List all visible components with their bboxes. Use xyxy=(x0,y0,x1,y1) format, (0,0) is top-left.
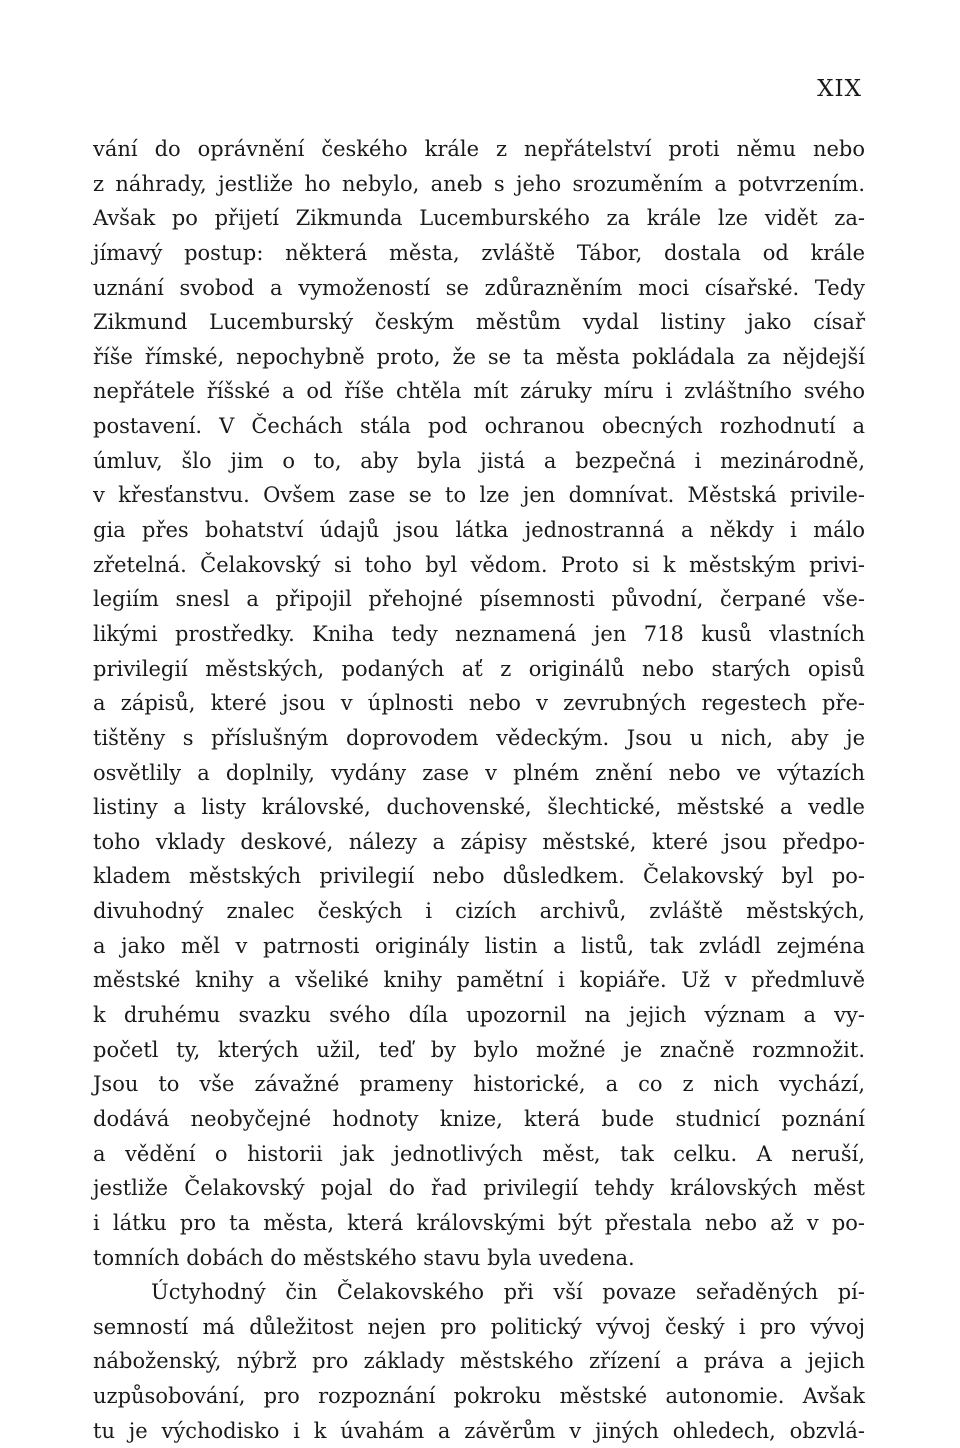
text-line: semností má důležitost nejen pro politický vývoj český i pro vývoj xyxy=(93,1314,865,1339)
text-line: dodává neobyčejné hodnoty knize, která bude studnicí poznání xyxy=(93,1106,865,1131)
text-line: říše římské, nepochybně proto, že se ta města pokládala za nějdejší xyxy=(93,344,865,369)
text-line: kladem městských privilegií nebo důsledkem. Čelakovský byl po- xyxy=(93,864,865,889)
text-line: a jako měl v patrnosti originály listin a listů, tak zvládl zejména xyxy=(93,933,865,958)
text-line: početl ty, kterých užil, teď by bylo možné je značně rozmnožit. xyxy=(93,1037,865,1062)
text-line: zřetelná. Čelakovský si toho byl vědom. Proto si k městským privi- xyxy=(93,552,865,577)
text-line: z náhrady, jestliže ho nebylo, aneb s jeho srozuměním a potvrzením. xyxy=(93,171,865,196)
text-line: uznání svobod a vymožeností se zdůrazněním moci císařské. Tedy xyxy=(93,275,865,300)
text-line: Avšak po přijetí Zikmunda Lucemburského za krále lze vidět za- xyxy=(93,206,865,231)
text-line: nepřátele říšské a od říše chtěla mít záruky míru i zvláštního svého xyxy=(93,379,865,404)
body-text xyxy=(93,132,865,1448)
text-line: tištěny s příslušným doprovodem vědeckým. Jsou u nich, aby je xyxy=(93,725,865,750)
text-line: vání do oprávnění českého krále z nepřátelství proti němu nebo xyxy=(93,137,865,161)
text-line: likými prostředky. Kniha tedy neznamená jen 718 kusů vlastních xyxy=(93,621,865,646)
text-line: úmluv, šlo jim o to, aby byla jistá a bezpečná i mezinárodně, xyxy=(93,448,865,473)
text-line: i látku pro ta města, která královskými být přestala nebo až v po- xyxy=(93,1210,865,1235)
text-line: jestliže Čelakovský pojal do řad privilegií tehdy královských měst xyxy=(93,1176,865,1201)
text-line: městské knihy a všeliké knihy pamětní i kopiáře. Už v předmluvě xyxy=(93,968,865,993)
text-line: Zikmund Lucemburský českým městům vydal listiny jako císař xyxy=(93,310,865,335)
text-line: jímavý postup: některá města, zvláště Tábor, dostala od krále xyxy=(93,240,865,265)
text-line: toho vklady deskové, nálezy a zápisy městské, které jsou předpo- xyxy=(93,829,865,854)
text-line: tu je východisko i k úvahám a závěrům v jiných ohledech, obzvlá- xyxy=(93,1418,865,1443)
text-line: v křesťanstvu. Ovšem zase se to lze jen domnívat. Městská privile- xyxy=(93,483,865,508)
text-line: a vědění o historii jak jednotlivých měst, tak celku. A neruší, xyxy=(93,1141,865,1166)
text-line: listiny a listy královské, duchovenské, šlechtické, městské a vedle xyxy=(93,795,865,820)
text-line: Úctyhodný čin Čelakovského při vší povaze seřaděných pí- xyxy=(151,1280,865,1305)
text-line: gia přes bohatství údajů jsou látka jednostranná a někdy i málo xyxy=(93,518,865,543)
text-line: Jsou to vše závažné prameny historické, a co z nich vychází, xyxy=(93,1072,865,1097)
text-line: divuhodný znalec českých i cizích archivů, zvláště městských, xyxy=(93,899,865,924)
text-line: uzpůsobování, pro rozpoznání pokroku městské autonomie. Avšak xyxy=(93,1384,865,1409)
text-line: tomních dobách do městského stavu byla uvedena. xyxy=(93,1245,635,1270)
text-line: osvětlily a doplnily, vydány zase v plném znění nebo ve výtazích xyxy=(93,760,865,785)
text-line: k druhému svazku svého díla upozornil na jejich význam a vy- xyxy=(93,1003,865,1028)
text-line: náboženský, nýbrž pro základy městského zřízení a práva a jejich xyxy=(93,1349,865,1374)
text-line: a zápisů, které jsou v úplnosti nebo v zevrubných regestech pře- xyxy=(93,691,865,716)
text-line: legiím snesl a připojil přehojné písemnosti původní, čerpané vše- xyxy=(93,587,865,612)
page-number: XIX xyxy=(817,76,862,102)
text-line: privilegií městských, podaných ať z originálů nebo starých opisů xyxy=(93,656,865,681)
text-line: postavení. V Čechách stála pod ochranou obecných rozhodnutí a xyxy=(93,414,865,439)
